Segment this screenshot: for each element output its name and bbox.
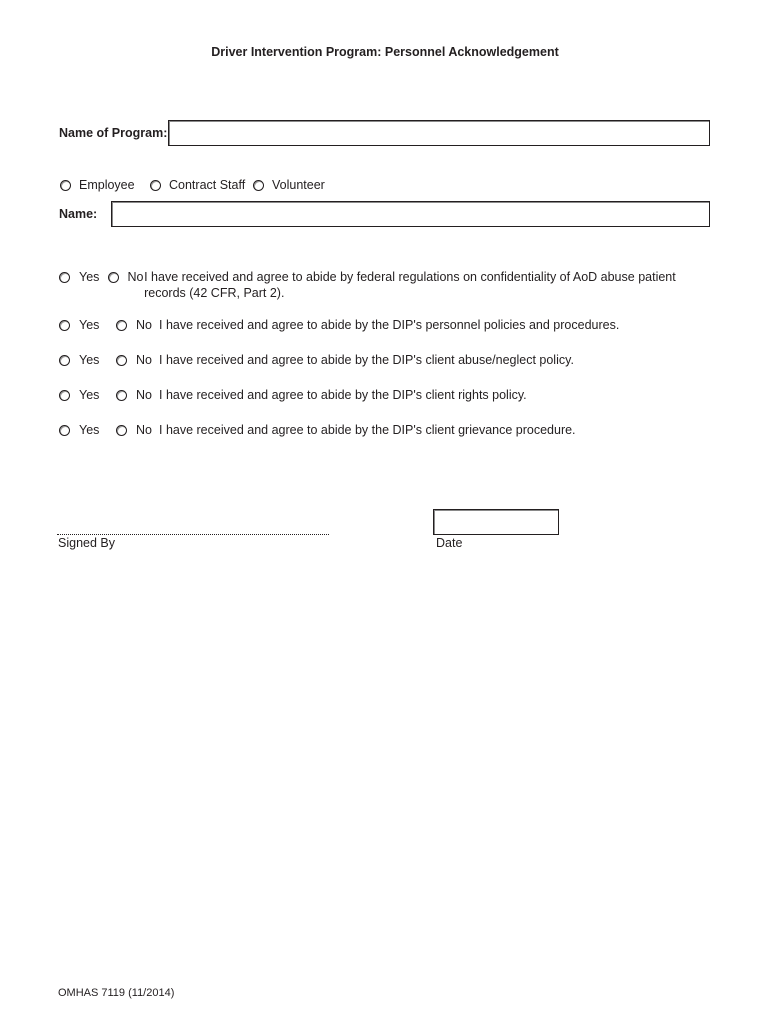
name-label: Name:	[59, 207, 98, 221]
ack-no-option[interactable]	[116, 317, 159, 333]
ack-no-radio[interactable]	[116, 355, 127, 366]
program-name-field[interactable]	[168, 120, 710, 146]
ack-yes-label: Yes	[79, 388, 100, 402]
ack-no-label: No	[136, 388, 152, 402]
ack-no-label: No	[136, 318, 152, 332]
contract-staff-label: Contract Staff	[169, 178, 246, 192]
ack-row-personnel-policies	[59, 317, 719, 333]
volunteer-radio[interactable]	[253, 180, 264, 191]
ack-no-option[interactable]	[116, 352, 159, 368]
ack-yes-radio[interactable]	[59, 390, 70, 401]
ack-statement: I have received and agree to abide by the DIP's client grievance procedure.	[159, 423, 576, 437]
ack-row-grievance	[59, 422, 719, 438]
role-option-volunteer[interactable]	[253, 178, 325, 192]
ack-yes-radio[interactable]	[59, 272, 70, 283]
role-options	[60, 177, 325, 193]
ack-no-option[interactable]	[116, 387, 159, 403]
ack-row-confidentiality	[59, 269, 719, 301]
employee-label: Employee	[79, 178, 135, 192]
ack-no-radio[interactable]	[116, 320, 127, 331]
ack-yes-radio[interactable]	[59, 320, 70, 331]
ack-statement: I have received and agree to abide by the DIP's client abuse/neglect policy.	[159, 353, 574, 367]
ack-no-option[interactable]	[116, 422, 159, 438]
ack-row-abuse-neglect	[59, 352, 719, 368]
ack-no-radio[interactable]	[116, 390, 127, 401]
ack-statement: I have received and agree to abide by the DIP's personnel policies and procedures.	[159, 318, 620, 332]
role-option-contract-staff[interactable]	[150, 178, 253, 192]
ack-no-label: No	[127, 270, 144, 284]
ack-yes-label: Yes	[79, 423, 100, 437]
ack-no-label: No	[136, 353, 152, 367]
form-title: Driver Intervention Program: Personnel Acknowledgement	[211, 45, 559, 59]
ack-statement: I have received and agree to abide by the DIP's client rights policy.	[159, 388, 527, 402]
ack-no-radio[interactable]	[108, 272, 119, 283]
ack-yes-option[interactable]	[59, 269, 108, 285]
ack-yes-label: Yes	[79, 318, 100, 332]
date-field[interactable]	[433, 509, 559, 535]
ack-yes-option[interactable]	[59, 317, 116, 333]
ack-row-client-rights	[59, 387, 719, 403]
ack-yes-label: Yes	[79, 353, 100, 367]
ack-no-option[interactable]	[108, 269, 145, 285]
ack-yes-option[interactable]	[59, 352, 116, 368]
form-id: OMHAS 7119 (11/2014)	[58, 987, 175, 999]
ack-no-radio[interactable]	[116, 425, 127, 436]
ack-yes-option[interactable]	[59, 422, 116, 438]
date-label: Date	[436, 536, 463, 550]
volunteer-label: Volunteer	[272, 178, 325, 192]
role-option-employee[interactable]	[60, 178, 150, 192]
name-field[interactable]	[111, 201, 710, 227]
ack-yes-label: Yes	[79, 270, 100, 284]
signature-line[interactable]	[57, 534, 329, 535]
employee-radio[interactable]	[60, 180, 71, 191]
contract-staff-radio[interactable]	[150, 180, 161, 191]
ack-yes-radio[interactable]	[59, 425, 70, 436]
signed-by-label: Signed By	[58, 536, 115, 550]
program-label: Name of Program:	[59, 126, 168, 140]
ack-yes-radio[interactable]	[59, 355, 70, 366]
ack-no-label: No	[136, 423, 152, 437]
ack-yes-option[interactable]	[59, 387, 116, 403]
ack-statement: I have received and agree to abide by federal regulations on confidentiality of AoD abuse patient records (42 CFR, Part 2).	[144, 270, 676, 300]
